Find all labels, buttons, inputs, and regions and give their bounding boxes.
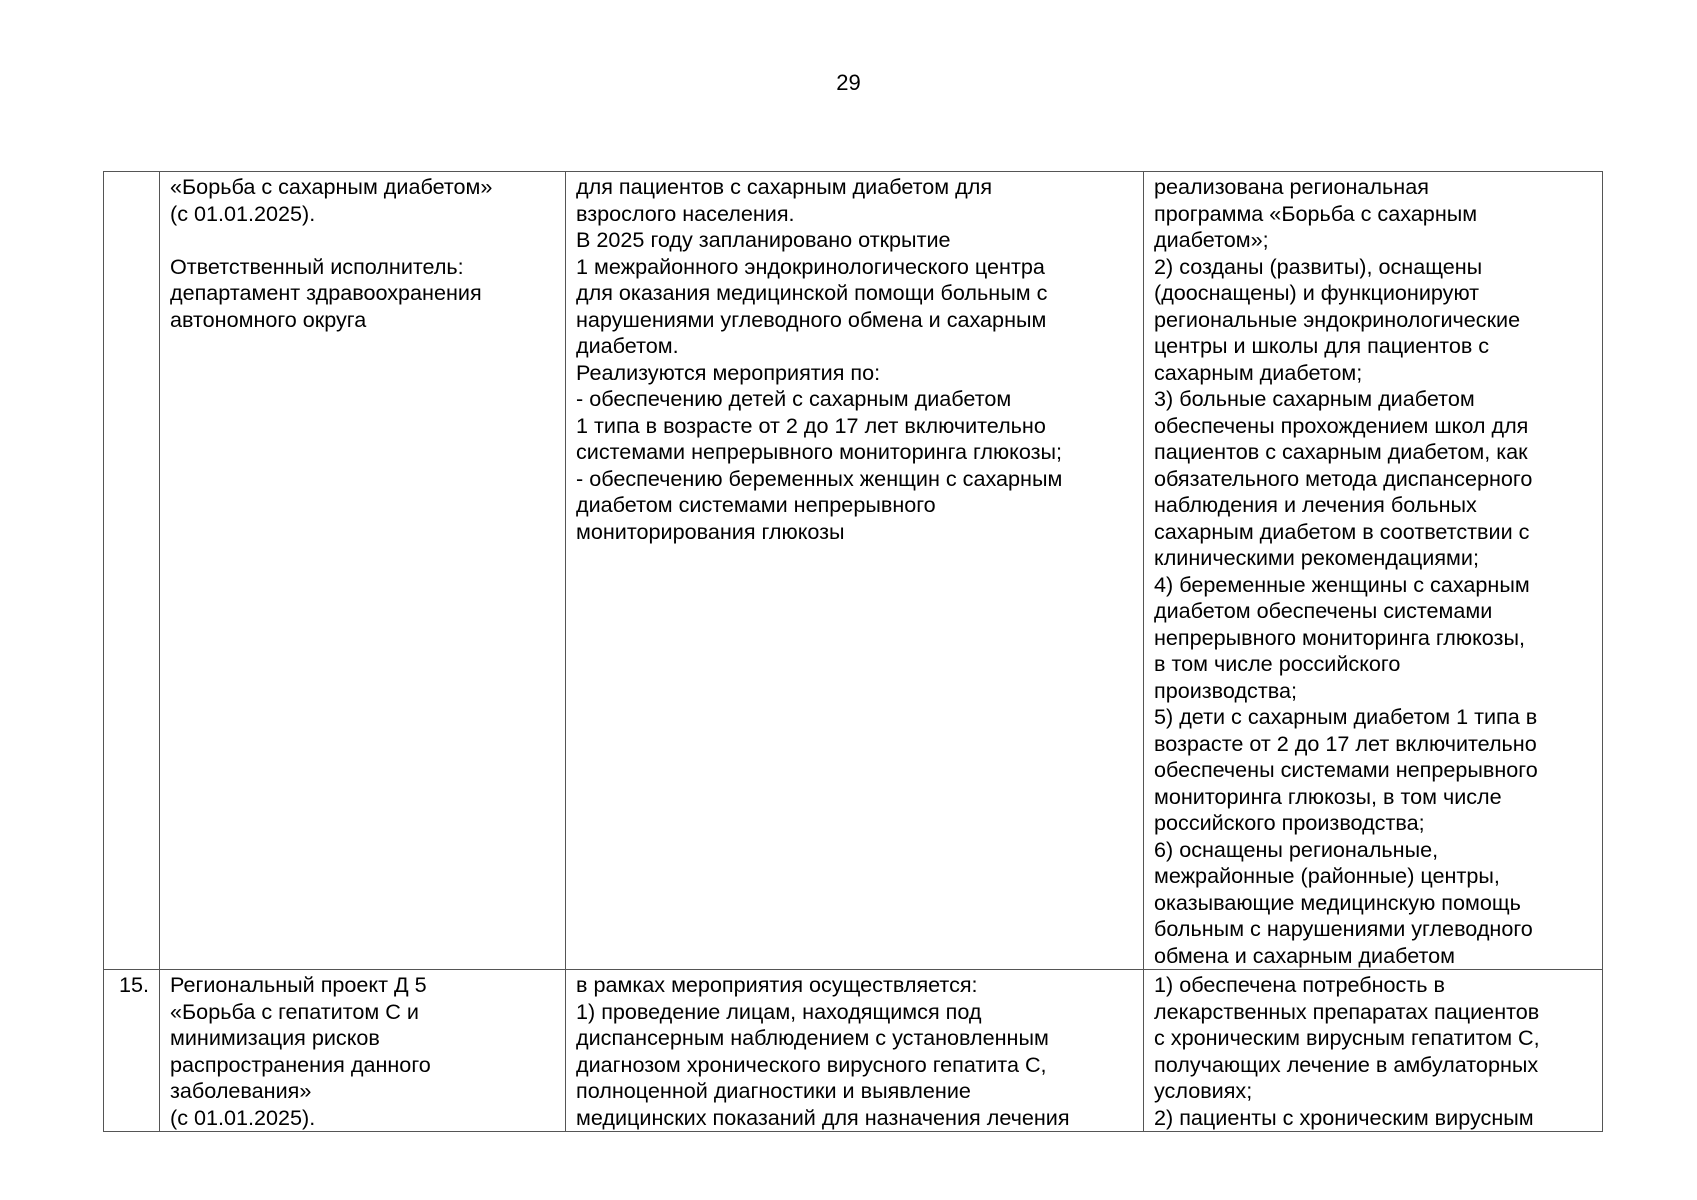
text-line: системами непрерывного мониторинга глюкозы; [576, 439, 1063, 464]
text-line: (с 01.01.2025). [170, 1104, 316, 1130]
text-line: центры и школы для пациентов с [1154, 333, 1490, 358]
text-line: сахарным диабетом в соответствии с [1154, 518, 1530, 544]
text-line: оказывающие медицинскую помощь [1154, 889, 1521, 915]
text-line: межрайонные (районные) центры, [1154, 863, 1500, 888]
text-line: 1 типа в возрасте от 2 до 17 лет включительно [576, 412, 1046, 438]
text-line: Ответственный исполнитель: [170, 253, 464, 279]
table-row [104, 172, 1603, 970]
text-line: наблюдения и лечения больных [1154, 492, 1477, 517]
page-number: 29 [836, 70, 861, 95]
text-line: диабетом. [576, 333, 679, 358]
text-line: (с 01.01.2025). [170, 200, 316, 226]
text-line: мониторирования глюкозы [576, 518, 845, 544]
text-line: - обеспечению детей с сахарным диабетом [576, 386, 1012, 411]
text-line: реализована региональная [1154, 174, 1429, 199]
text-line: пациентов с сахарным диабетом, как [1154, 439, 1528, 464]
description-cell [566, 970, 1144, 1132]
text-line: медицинских показаний для назначения лечения [576, 1104, 1070, 1130]
project-table [103, 171, 1603, 1132]
text-line: автономного округа [170, 306, 367, 332]
text-line: диабетом системами непрерывного [576, 492, 936, 517]
text-line: обмена и сахарным диабетом [1154, 942, 1456, 968]
text-line: обеспечены прохождением школ для [1154, 412, 1529, 438]
text-line: возрасте от 2 до 17 лет включительно [1154, 730, 1537, 756]
paragraph-gap [170, 227, 555, 254]
text-line: в том числе российского [1154, 651, 1401, 676]
project-name-cell [160, 172, 566, 970]
row-number: 15. [118, 972, 149, 997]
text-line: 3) больные сахарным диабетом [1154, 386, 1475, 411]
text-line: В 2025 году запланировано открытие [576, 227, 951, 252]
project-name-cell [160, 970, 566, 1132]
text-line: минимизация рисков [170, 1025, 380, 1050]
text-line: условиях; [1154, 1078, 1253, 1103]
text-line: сахарным диабетом; [1154, 359, 1363, 385]
table-row [104, 970, 1603, 1132]
text-line: (дооснащены) и функционируют [1154, 280, 1480, 305]
text-line: 5) дети с сахарным диабетом 1 типа в [1154, 704, 1538, 729]
text-line: 1) проведение лицам, находящимся под [576, 998, 982, 1024]
description-cell [566, 172, 1144, 970]
text-line: непрерывного мониторинга глюкозы, [1154, 624, 1525, 650]
text-line: в рамках мероприятия осуществляется: [576, 972, 978, 997]
text-line: мониторинга глюкозы, в том числе [1154, 783, 1502, 809]
text-line: «Борьба с гепатитом С и [170, 998, 419, 1024]
text-line: для оказания медицинской помощи больным с [576, 280, 1048, 305]
result-cell [1144, 970, 1603, 1132]
text-line: лекарственных препаратах пациентов [1154, 998, 1540, 1024]
text-line: 1 межрайонного эндокринологического центра [576, 253, 1045, 279]
text-line: 2) пациенты с хроническим вирусным [1154, 1104, 1534, 1130]
text-line: распространения данного [170, 1051, 431, 1077]
row-number-cell [104, 172, 160, 970]
text-line: получающих лечение в амбулаторных [1154, 1051, 1539, 1077]
row-number-cell [104, 970, 160, 1132]
text-line: 2) созданы (развиты), оснащены [1154, 253, 1483, 279]
text-line: с хроническим вирусным гепатитом С, [1154, 1025, 1540, 1050]
text-line: взрослого населения. [576, 200, 795, 226]
text-line: - обеспечению беременных женщин с сахарным [576, 465, 1063, 491]
text-line: обязательного метода диспансерного [1154, 465, 1533, 491]
text-line: больным с нарушениями углеводного [1154, 916, 1533, 941]
text-line: полноценной диагностики и выявление [576, 1078, 971, 1103]
text-line: заболевания» [170, 1078, 312, 1103]
text-line: клиническими рекомендациями; [1154, 545, 1479, 570]
text-line: региональные эндокринологические [1154, 306, 1521, 332]
text-line: диабетом»; [1154, 227, 1269, 252]
text-line: диагнозом хронического вирусного гепатита С, [576, 1051, 1047, 1077]
text-line: 6) оснащены региональные, [1154, 836, 1439, 862]
text-line: Реализуются мероприятия по: [576, 359, 881, 385]
text-line: Региональный проект Д 5 [170, 972, 427, 997]
text-line: диабетом обеспечены системами [1154, 598, 1493, 623]
text-line: программа «Борьба с сахарным [1154, 200, 1478, 226]
text-line: для пациентов с сахарным диабетом для [576, 174, 993, 199]
text-line: «Борьба с сахарным диабетом» [170, 174, 493, 199]
text-line: департамент здравоохранения [170, 280, 482, 305]
text-line: российского производства; [1154, 810, 1425, 835]
text-line: 1) обеспечена потребность в [1154, 972, 1445, 997]
text-line: диспансерным наблюдением с установленным [576, 1025, 1049, 1050]
text-line: нарушениями углеводного обмена и сахарным [576, 306, 1047, 332]
result-cell [1144, 172, 1603, 970]
text-line: обеспечены системами непрерывного [1154, 757, 1538, 782]
text-line: 4) беременные женщины с сахарным [1154, 571, 1530, 597]
text-line: производства; [1154, 677, 1297, 703]
